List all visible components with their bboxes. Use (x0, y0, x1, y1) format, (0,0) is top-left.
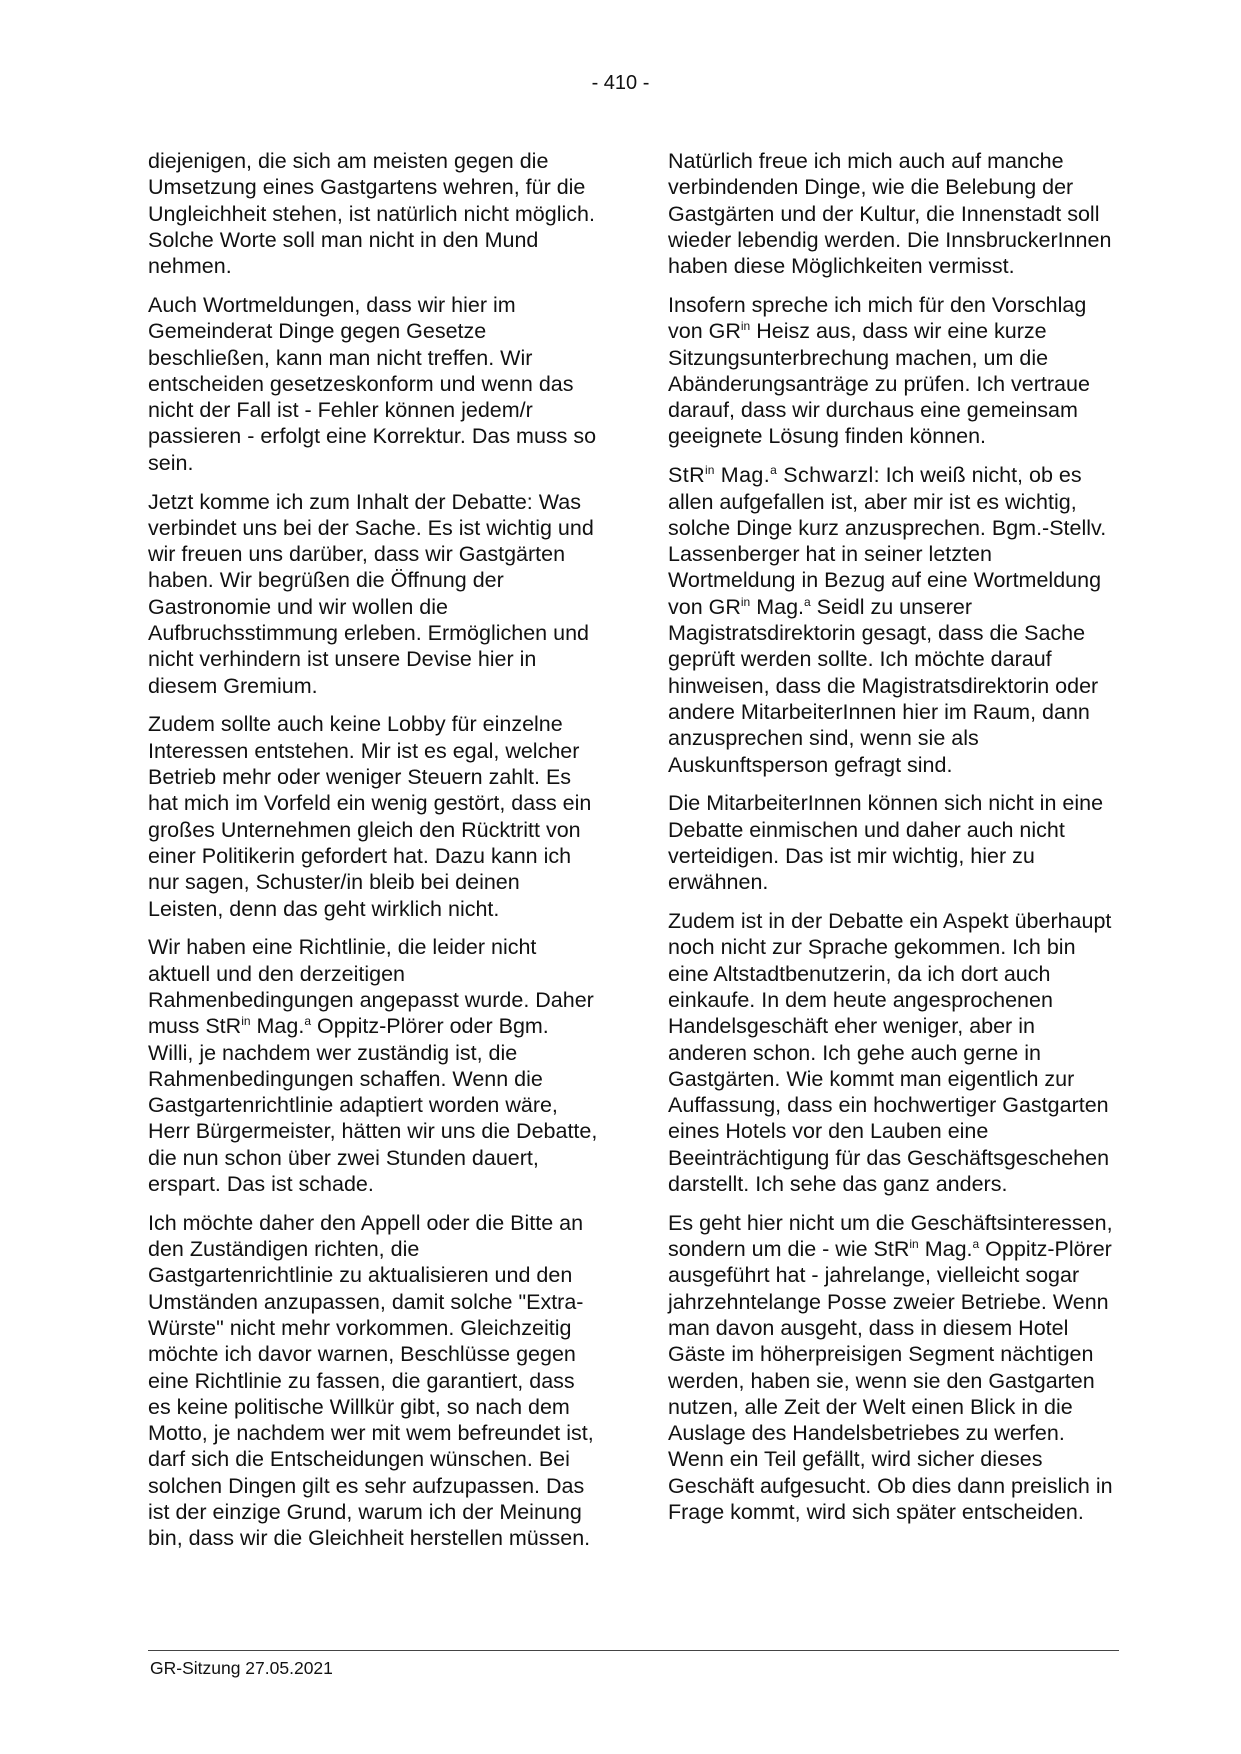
paragraph: diejenigen, die sich am meisten gegen die Umsetzung eines Gastgartens wehren, für die Ungleichheit stehen, ist natürlich nicht möglich. Solche Worte soll man nicht in den Mund nehmen. (148, 149, 595, 279)
paragraph: Die MitarbeiterInnen können sich nicht in eine Debatte einmischen und daher auch nicht verteidigen. Das ist mir wichtig, hier zu erwähnen. (668, 791, 1104, 895)
superscript: in (241, 1014, 251, 1029)
footer-text: GR-Sitzung 27.05.2021 (150, 1658, 333, 1678)
paragraph: Jetzt komme ich zum Inhalt der Debatte: Was verbindet uns bei der Sache. Es ist wichtig und wir freuen uns darüber, dass wir Gastgärten haben. Wir begrüßen die Öffnung der Gastronomie und wir wollen die Aufbruchsstimmung erleben. Ermöglichen und nicht verhindern ist unsere Devise hier in diesem Gremium. (148, 489, 594, 698)
paragraph: Zudem ist in der Debatte ein Aspekt überhaupt noch nicht zur Sprache gekommen. Ich bin eine Altstadtbenutzerin, da ich dort auch einkaufe. In dem heute angesprochenen Handelsgeschäft eher weniger, aber in anderen schon. Ich gehe auch gerne in Gastgärten. Wie kommt man eigentlich zur Auffassung, dass ein hochwertiger Gastgarten eines Hotels vor den Lauben eine Beeinträchtigung für das Geschäftsgeschehen darstellt. Ich sehe das ganz anders. (668, 909, 1112, 1196)
speaker-title: StR (668, 463, 706, 488)
superscript: a (972, 1237, 980, 1252)
paragraph (668, 292, 1118, 450)
paragraph (668, 1210, 1118, 1526)
text: Oppitz-Plörer oder Bgm. Willi, je nachdem wer zuständig ist, die Rahmenbedingungen schaffen. Wenn die Gastgartenrichtlinie adaptiert worden wäre, Herr Bürgermeister, hätten wir uns die Debatte, die nun schon über zwei Stunden dauert, erspart. Das ist schade. (148, 1014, 598, 1196)
text: Mag. (250, 1014, 305, 1039)
superscript: a (770, 463, 777, 478)
paragraph: Auch Wortmeldungen, dass wir hier im Gemeinderat Dinge gegen Gesetze beschließen, kann man nicht treffen. Wir entscheiden gesetzeskonform und wenn das nicht der Fall ist - Fehler können jedem/r passieren - erfolgt eine Korrektur. Das muss so sein. (148, 292, 597, 475)
text: Oppitz-Plörer ausgeführt hat - jahrelange, vielleicht sogar jahrzehntelange Posse zweier Betriebe. Wenn man davon ausgeht, dass in diesem Hotel Gäste im höherpreisigen Segment nächtigen werden, haben sie, wenn sie den Gastgarten nutzen, alle Zeit der Welt einen Blick in die Auslage des Handelsbetriebes zu werfen. Wenn ein Teil gefällt, wird sicher dieses Geschäft aufgesucht. Ob dies dann preislich in Frage kommt, wird sich später entscheiden. (668, 1237, 1113, 1525)
speaker-name: Schwarzl (776, 463, 874, 488)
superscript: in (740, 594, 751, 609)
text: Heisz aus, dass wir eine kurze Sitzungsunterbrechung machen, um die Abänderungsanträge zu prüfen. Ich vertraue darauf, dass wir durchaus eine gemeinsam geeignete Lösung finden können. (668, 319, 1090, 449)
superscript: in (740, 319, 751, 334)
speaker-title: Mag. (714, 463, 771, 488)
right-column (668, 148, 1118, 1538)
text: Mag. (750, 594, 805, 619)
superscript: in (705, 463, 715, 478)
speaker-paragraph (668, 462, 1118, 778)
page-number: - 410 - (591, 72, 650, 94)
text: Seidl zu unserer Magistratsdirektorin gesagt, dass die Sache geprüft werden sollte. Ich möchte darauf hinweisen, dass die Magistratsdirektorin oder andere MitarbeiterInnen hier im Raum, dann anzusprechen sind, wenn sie als Auskunftsperson gefragt sind. (668, 594, 1099, 777)
paragraph: Ich möchte daher den Appell oder die Bitte an den Zuständigen richten, die Gastgartenrichtlinie zu aktualisieren und den Umständen anzupassen, damit solche "Extra-Würste" nicht mehr vorkommen. Gleichzeitig möchte ich davor warnen, Beschlüsse gegen eine Richtlinie zu fassen, die garantiert, dass es keine politische Willkür gibt, so nach dem Motto, je nachdem wer mit wem befreundet ist, darf sich die Entscheidungen wünschen. Bei solchen Dingen gilt es sehr aufzupassen. Das ist der einzige Grund, warum ich der Meinung bin, dass wir die Gleichheit herstellen müssen. (148, 1210, 594, 1551)
text: Insofern spreche ich mich für den Vorschlag von GR (668, 292, 1087, 344)
paragraph: Natürlich freue ich mich auch auf manche verbindenden Dinge, wie die Belebung der Gastgärten und der Kultur, die Innenstadt soll wieder lebendig werden. Die InnsbruckerInnen haben diese Möglichkeiten vermisst. (668, 149, 1112, 279)
footer-divider (148, 1650, 1119, 1651)
text: : Ich weiß nicht, ob es allen aufgefallen ist, aber mir ist es wichtig, solche Dinge kurz anzusprechen. Bgm.-Stellv. Lassenberger hat in seiner letzten Wortmeldung in Bezug auf eine Wortmeldung von GR (668, 463, 1107, 619)
paragraph (148, 934, 598, 1197)
text: Mag. (918, 1237, 973, 1262)
text: Wir haben eine Richtlinie, die leider nicht aktuell und den derzeitigen Rahmenbedingungen angepasst wurde. Daher muss StR (148, 935, 594, 1039)
superscript: a (304, 1014, 311, 1029)
paragraph: Zudem sollte auch keine Lobby für einzelne Interessen entstehen. Mir ist es egal, welcher Betrieb mehr oder weniger Steuern zahlt. Es hat mich im Vorfeld ein wenig gestört, dass ein großes Unternehmen gleich den Rücktritt von einer Politikerin gefordert hat. Dazu kann ich nur sagen, Schuster/in bleib bei deinen Leisten, denn das geht wirklich nicht. (148, 712, 592, 921)
superscript: in (909, 1237, 919, 1252)
superscript: a (804, 594, 811, 609)
text: Es geht hier nicht um die Geschäftsinteressen, sondern um die - wie StR (668, 1210, 1113, 1262)
left-column (148, 148, 598, 1564)
